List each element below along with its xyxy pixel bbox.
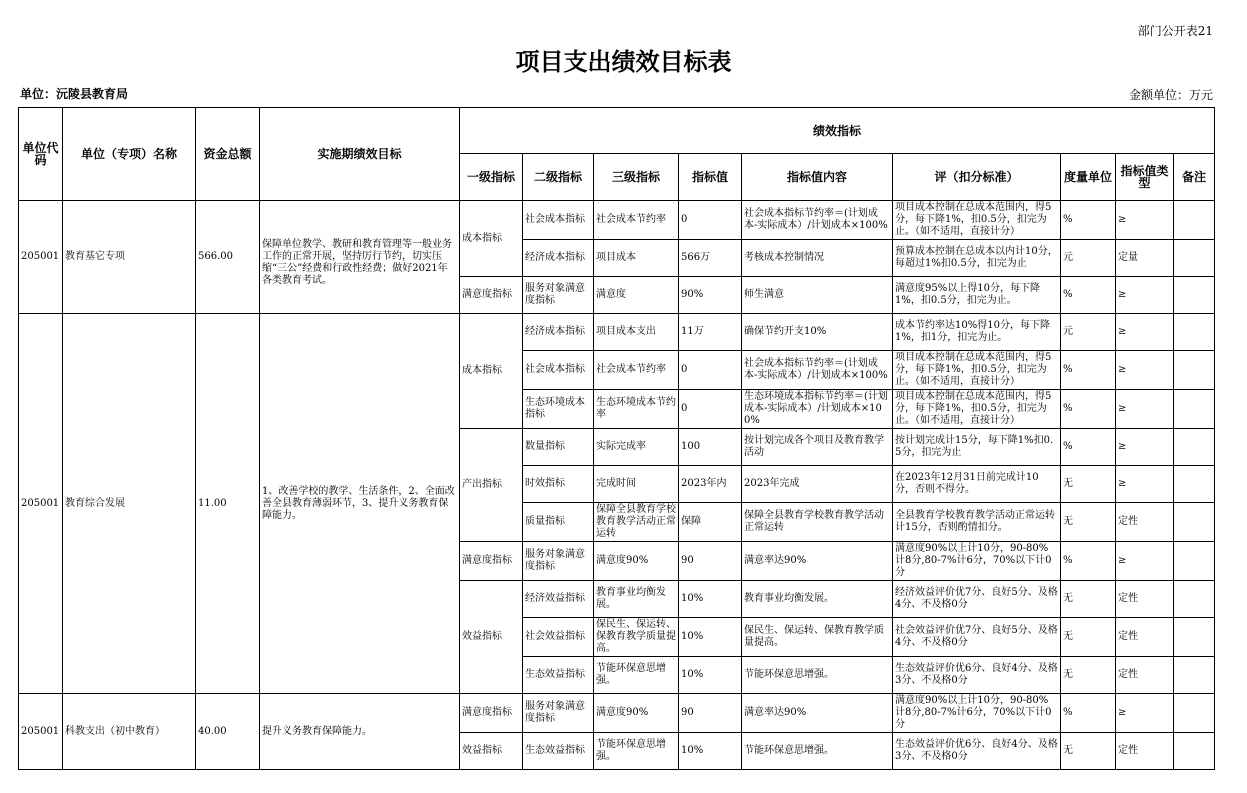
level3-cell: 保障全县教育学校教育教学活动正常运转 (594, 503, 679, 542)
measure-unit-cell: % (1061, 277, 1116, 314)
measure-unit-cell: % (1061, 694, 1116, 733)
value-type-cell: ≥ (1116, 277, 1174, 314)
amount-unit-label: 金额单位：万元 (1128, 88, 1213, 102)
level2-cell: 社会成本指标 (523, 201, 594, 240)
level2-cell: 经济成本指标 (523, 240, 594, 277)
level2-cell: 服务对象满意度指标 (523, 277, 594, 314)
header-level3: 三级指标 (594, 154, 679, 201)
total-funds-cell: 11.00 (196, 314, 260, 694)
criteria-cell: 社会效益评价优7分、良好5分、及格4分、不及格0分 (893, 618, 1061, 657)
value-content-cell: 生态环境成本指标节约率＝(计划成本-实际成本）/计划成本×100% (742, 390, 893, 429)
remark-cell (1174, 390, 1215, 429)
measure-unit-cell: 无 (1061, 503, 1116, 542)
header-value-type: 指标值类型 (1116, 154, 1174, 201)
criteria-cell: 项目成本控制在总成本范围内，得5分，每下降1%，扣0.5分，扣完为止。（如不适用，直接计分） (893, 351, 1061, 390)
value-content-cell: 按计划完成各个项目及教育教学活动 (742, 429, 893, 466)
value-type-cell: ≥ (1116, 201, 1174, 240)
level3-cell: 项目成本支出 (594, 314, 679, 351)
unit-code-cell: 205001 (19, 314, 63, 694)
remark-cell (1174, 733, 1215, 770)
level2-cell: 时效指标 (523, 466, 594, 503)
unit-name-cell: 教育基它专项 (63, 201, 196, 314)
level1-cell: 满意度指标 (460, 542, 523, 581)
level2-cell: 生态效益指标 (523, 733, 594, 770)
criteria-cell: 成本节约率达10%得10分，每下降1%，扣1分，扣完为止。 (893, 314, 1061, 351)
value-content-cell: 满意率达90% (742, 542, 893, 581)
value-content-cell: 教育事业均衡发展。 (742, 581, 893, 618)
unit-name-cell: 科教支出（初中教育） (63, 694, 196, 770)
value-type-cell: 定性 (1116, 581, 1174, 618)
value-cell: 11万 (679, 314, 742, 351)
value-cell: 10% (679, 618, 742, 657)
level3-cell: 教育事业均衡发展。 (594, 581, 679, 618)
value-content-cell: 考核成本控制情况 (742, 240, 893, 277)
unit-code-cell: 205001 (19, 201, 63, 314)
level1-cell: 效益指标 (460, 733, 523, 770)
level2-cell: 经济效益指标 (523, 581, 594, 618)
level3-cell: 实际完成率 (594, 429, 679, 466)
table-row (19, 201, 1215, 240)
value-type-cell: ≥ (1116, 351, 1174, 390)
header-value-content: 指标值内容 (742, 154, 893, 201)
level1-cell: 效益指标 (460, 581, 523, 694)
remark-cell (1174, 201, 1215, 240)
level2-cell: 社会成本指标 (523, 351, 594, 390)
remark-cell (1174, 694, 1215, 733)
total-funds-cell: 566.00 (196, 201, 260, 314)
value-cell: 10% (679, 657, 742, 694)
value-type-cell: 定性 (1116, 657, 1174, 694)
level3-cell: 满意度90% (594, 694, 679, 733)
header-criteria: 评（扣分标准） (893, 154, 1061, 201)
criteria-cell: 满意度90%以上计10分，90-80%计8分,80-7%计6分，70%以下计0分 (893, 694, 1061, 733)
level3-cell: 节能环保意思增强。 (594, 657, 679, 694)
measure-unit-cell: 无 (1061, 466, 1116, 503)
value-cell: 0 (679, 390, 742, 429)
measure-unit-cell: % (1061, 351, 1116, 390)
criteria-cell: 项目成本控制在总成本范围内，得5分，每下降1%，扣0.5分，扣完为止。（如不适用，直接计分） (893, 390, 1061, 429)
level3-cell: 节能环保意思增强。 (594, 733, 679, 770)
criteria-cell: 生态效益评价优6分、良好4分、及格3分、不及格0分 (893, 657, 1061, 694)
level3-cell: 完成时间 (594, 466, 679, 503)
level2-cell: 数量指标 (523, 429, 594, 466)
remark-cell (1174, 542, 1215, 581)
criteria-cell: 满意度95%以上得10分，每下降1%，扣0.5分，扣完为止。 (893, 277, 1061, 314)
header-unit-code: 单位代码 (19, 108, 63, 201)
header-total-funds: 资金总额 (196, 108, 260, 201)
measure-unit-cell: 元 (1061, 314, 1116, 351)
measure-unit-cell: 无 (1061, 733, 1116, 770)
value-content-cell: 社会成本指标节约率＝(计划成本-实际成本）/计划成本×100% (742, 201, 893, 240)
value-content-cell: 确保节约开支10% (742, 314, 893, 351)
value-cell: 100 (679, 429, 742, 466)
value-cell: 0 (679, 351, 742, 390)
value-type-cell: 定性 (1116, 733, 1174, 770)
value-cell: 0 (679, 201, 742, 240)
level3-cell: 满意度90% (594, 542, 679, 581)
value-content-cell: 保民生、保运转、保教育教学质量提高。 (742, 618, 893, 657)
level3-cell: 保民生、保运转、保教育教学质量提高。 (594, 618, 679, 657)
measure-unit-cell: % (1061, 201, 1116, 240)
level2-cell: 经济成本指标 (523, 314, 594, 351)
measure-unit-cell: % (1061, 390, 1116, 429)
level3-cell: 社会成本节约率 (594, 201, 679, 240)
remark-cell (1174, 351, 1215, 390)
value-content-cell: 保障全县教育学校教育教学活动正常运转 (742, 503, 893, 542)
measure-unit-cell: 无 (1061, 657, 1116, 694)
measure-unit-cell: % (1061, 429, 1116, 466)
header-measure-unit: 度量单位 (1061, 154, 1116, 201)
remark-cell (1174, 429, 1215, 466)
measure-unit-cell: 元 (1061, 240, 1116, 277)
table-row (19, 314, 1215, 351)
level2-cell: 生态环境成本指标 (523, 390, 594, 429)
level2-cell: 社会效益指标 (523, 618, 594, 657)
value-cell: 90% (679, 277, 742, 314)
level1-cell: 产出指标 (460, 429, 523, 542)
value-type-cell: 定性 (1116, 618, 1174, 657)
value-cell: 10% (679, 581, 742, 618)
criteria-cell: 生态效益评价优6分、良好4分、及格3分、不及格0分 (893, 733, 1061, 770)
unit-code-cell: 205001 (19, 694, 63, 770)
remark-cell (1174, 503, 1215, 542)
measure-unit-cell: 无 (1061, 581, 1116, 618)
header-remark: 备注 (1174, 154, 1215, 201)
remark-cell (1174, 277, 1215, 314)
level3-cell: 社会成本节约率 (594, 351, 679, 390)
value-content-cell: 2023年完成 (742, 466, 893, 503)
page-title: 项目支出绩效目标表 (515, 48, 732, 76)
table-row (19, 694, 1215, 733)
remark-cell (1174, 581, 1215, 618)
value-content-cell: 社会成本指标节约率＝(计划成本-实际成本）/计划成本×100% (742, 351, 893, 390)
unit-label: 单位：沅陵县教育局 (20, 87, 129, 101)
value-type-cell: ≥ (1116, 314, 1174, 351)
value-cell: 保障 (679, 503, 742, 542)
header-level2: 二级指标 (523, 154, 594, 201)
remark-cell (1174, 657, 1215, 694)
criteria-cell: 在2023年12月31日前完成计10分，否则不得分。 (893, 466, 1061, 503)
value-content-cell: 师生满意 (742, 277, 893, 314)
measure-unit-cell: 无 (1061, 618, 1116, 657)
level1-cell: 成本指标 (460, 201, 523, 277)
table-body (19, 201, 1215, 770)
remark-cell (1174, 240, 1215, 277)
level2-cell: 质量指标 (523, 503, 594, 542)
criteria-cell: 预算成本控制在总成本以内计10分，每超过1%扣0.5分，扣完为止 (893, 240, 1061, 277)
header-goal: 实施期绩效目标 (260, 108, 460, 201)
level3-cell: 满意度 (594, 277, 679, 314)
header-level1: 一级指标 (460, 154, 523, 201)
value-cell: 566万 (679, 240, 742, 277)
level1-cell: 满意度指标 (460, 277, 523, 314)
value-content-cell: 节能环保意思增强。 (742, 657, 893, 694)
remark-cell (1174, 618, 1215, 657)
value-type-cell: ≥ (1116, 542, 1174, 581)
value-cell: 10% (679, 733, 742, 770)
level1-cell: 成本指标 (460, 314, 523, 429)
value-cell: 90 (679, 694, 742, 733)
value-type-cell: ≥ (1116, 466, 1174, 503)
header-indicators: 绩效指标 (460, 108, 1215, 154)
goal-cell: 提升义务教育保障能力。 (260, 694, 460, 770)
form-number: 部门公开表21 (1137, 24, 1213, 38)
level3-cell: 项目成本 (594, 240, 679, 277)
value-type-cell: ≥ (1116, 694, 1174, 733)
value-content-cell: 节能环保意思增强。 (742, 733, 893, 770)
value-type-cell: 定量 (1116, 240, 1174, 277)
level2-cell: 生态效益指标 (523, 657, 594, 694)
measure-unit-cell: % (1061, 542, 1116, 581)
level3-cell: 生态环境成本节约率 (594, 390, 679, 429)
remark-cell (1174, 466, 1215, 503)
remark-cell (1174, 314, 1215, 351)
value-cell: 2023年内 (679, 466, 742, 503)
criteria-cell: 全县教育学校教育教学活动正常运转计15分，否则酌情扣分。 (893, 503, 1061, 542)
level1-cell: 满意度指标 (460, 694, 523, 733)
value-content-cell: 满意率达90% (742, 694, 893, 733)
level2-cell: 服务对象满意度指标 (523, 694, 594, 733)
criteria-cell: 经济效益评价优7分、良好5分、及格4分、不及格0分 (893, 581, 1061, 618)
criteria-cell: 项目成本控制在总成本范围内，得5分，每下降1%，扣0.5分，扣完为止。（如不适用，直接计分） (893, 201, 1061, 240)
unit-name-cell: 教育综合发展 (63, 314, 196, 694)
goal-cell: 保障单位教学、教研和教育管理等一般业务工作的正常开展，坚持厉行节约，切实压缩“三公”经费和行政性经费；做好2021年各类教育考试。 (260, 201, 460, 314)
criteria-cell: 满意度90%以上计10分，90-80%计8分,80-7%计6分，70%以下计0分 (893, 542, 1061, 581)
header-unit-name: 单位（专项）名称 (63, 108, 196, 201)
value-type-cell: ≥ (1116, 390, 1174, 429)
criteria-cell: 按计划完成计15分，每下降1%扣0.5分，扣完为止 (893, 429, 1061, 466)
goal-cell: 1、改善学校的教学、生活条件，2、全面改善全县教育薄弱环节，3、提升义务教育保障能力。 (260, 314, 460, 694)
performance-table (18, 107, 1215, 770)
header-value: 指标值 (679, 154, 742, 201)
total-funds-cell: 40.00 (196, 694, 260, 770)
level2-cell: 服务对象满意度指标 (523, 542, 594, 581)
value-type-cell: ≥ (1116, 429, 1174, 466)
value-cell: 90 (679, 542, 742, 581)
value-type-cell: 定性 (1116, 503, 1174, 542)
